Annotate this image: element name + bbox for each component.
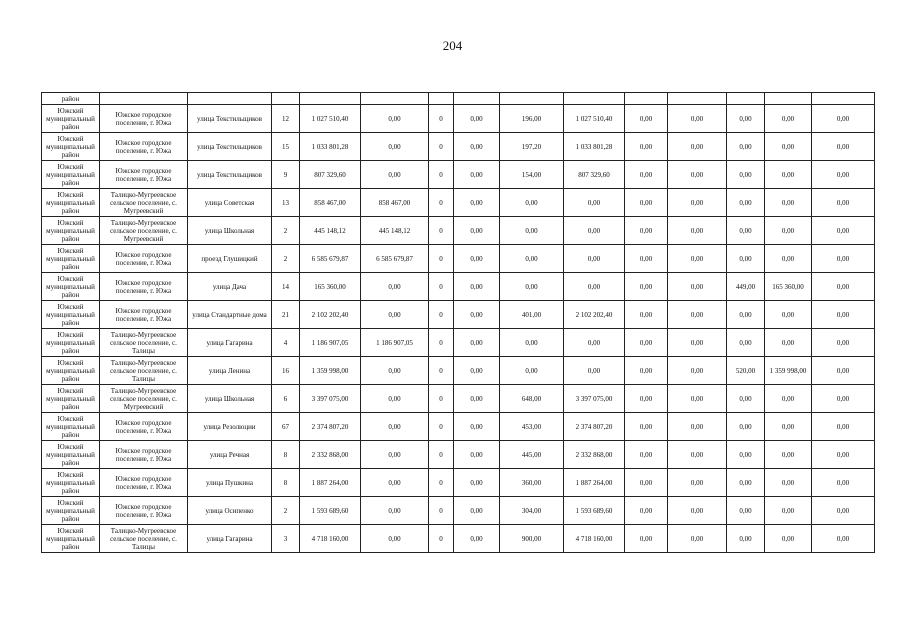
table-cell-settlement: Талицко-Мугреевское сельское поселение, с. Талицы [100, 329, 188, 357]
table-cell-area: 453,00 [500, 413, 564, 441]
table-cell-settlement: Южское городское поселение, г. Южа [100, 273, 188, 301]
table-cell-col-14: 0,00 [765, 329, 812, 357]
table-cell-col-13: 0,00 [727, 161, 765, 189]
table-cell-col-7: 0 [429, 357, 454, 385]
table-cell-total-cost: 807 329,60 [300, 161, 361, 189]
table-cell-col-12: 0,00 [668, 469, 727, 497]
table-cell-col-12: 0,00 [668, 273, 727, 301]
table-row [42, 105, 875, 133]
table-cell-col-14: 0,00 [765, 105, 812, 133]
table-cell-col-15: 0,00 [812, 273, 875, 301]
table-cell-area: 445,00 [500, 441, 564, 469]
table-cell-col-14: 0,00 [765, 441, 812, 469]
table-cell-total-cost: 3 397 075,00 [300, 385, 361, 413]
table-cell-street: улица Школьная [188, 385, 272, 413]
table-cell-col-7: 0 [429, 273, 454, 301]
table-row [42, 161, 875, 189]
table-cell-house-number: 2 [272, 245, 300, 273]
table-cell-house-number: 3 [272, 525, 300, 553]
table-cell-col-12: 0,00 [668, 189, 727, 217]
table-cell-col-14: 0,00 [765, 161, 812, 189]
table-cell-district: Южский муниципальный район [42, 301, 100, 329]
table-cell-settlement: Южское городское поселение, г. Южа [100, 469, 188, 497]
table-cell-col-14: 0,00 [765, 133, 812, 161]
table-cell-col-14: 0,00 [765, 497, 812, 525]
table-row [42, 469, 875, 497]
table-cell-col-10: 2 374 807,20 [564, 413, 625, 441]
table-cell-street: улица Текстильщиков [188, 105, 272, 133]
table-cell-col-14: 0,00 [765, 525, 812, 553]
table-cell-col-8: 0,00 [454, 217, 500, 245]
table-cell-settlement: Талицко-Мугреевское сельское поселение, с. Мугреевский [100, 217, 188, 245]
table-cell-street: улица Резолюции [188, 413, 272, 441]
table-cell-col-10: 0,00 [564, 245, 625, 273]
table-cell-col-11: 0,00 [625, 161, 668, 189]
table-cell-col-10: 0,00 [564, 273, 625, 301]
table-cell-area: 0,00 [500, 357, 564, 385]
table-cell-col-7: 0 [429, 133, 454, 161]
table-cell-col-14: 0,00 [765, 301, 812, 329]
table-cell-house-number: 9 [272, 161, 300, 189]
table-row-continuation [42, 93, 875, 105]
table-cell-district: Южский муниципальный район [42, 161, 100, 189]
table-cell-street: улица Текстильщиков [188, 133, 272, 161]
table-cell-area: 900,00 [500, 525, 564, 553]
table-cell-col-10: 807 329,60 [564, 161, 625, 189]
table-cell-area: 0,00 [500, 273, 564, 301]
table-cell-col-15: 0,00 [812, 105, 875, 133]
table-cell-col-14: 1 359 998,00 [765, 357, 812, 385]
table-body [42, 93, 875, 553]
table-cell-col-15: 0,00 [812, 357, 875, 385]
table-cell-col-15: 0,00 [812, 189, 875, 217]
table-cell-col-13: 0,00 [727, 105, 765, 133]
table-cell-col-14: 165 360,00 [765, 273, 812, 301]
table-cell-col-14: 0,00 [765, 245, 812, 273]
table-cell-settlement: Южское городское поселение, г. Южа [100, 245, 188, 273]
table-cell-col-12: 0,00 [668, 105, 727, 133]
table-cell-col-12: 0,00 [668, 385, 727, 413]
table-row [42, 217, 875, 245]
table-cell-col-8: 0,00 [454, 245, 500, 273]
table-cell-fund-amount: 0,00 [361, 385, 429, 413]
table-cell-col-10: 1 593 689,60 [564, 497, 625, 525]
table-cell-total-cost: 1 359 998,00 [300, 357, 361, 385]
table-cell-street: улица Осипенко [188, 497, 272, 525]
table-cell-fund-amount: 0,00 [361, 413, 429, 441]
table-cell-col-12: 0,00 [668, 329, 727, 357]
table-cell-col-8: 0,00 [454, 357, 500, 385]
table-cell-house-number: 13 [272, 189, 300, 217]
table-cell-house-number: 8 [272, 469, 300, 497]
table-cell-district: Южский муниципальный район [42, 469, 100, 497]
table-cell-col-11: 0,00 [625, 525, 668, 553]
table-cell-settlement: Талицко-Мугреевское сельское поселение, с. Талицы [100, 525, 188, 553]
table-cell-col-7: 0 [429, 217, 454, 245]
table-cell-col-10: 2 332 868,00 [564, 441, 625, 469]
table-cell-district: Южский муниципальный район [42, 441, 100, 469]
table-row [42, 189, 875, 217]
table-cell-col-15: 0,00 [812, 469, 875, 497]
table-cell-house-number: 2 [272, 217, 300, 245]
table-cell-street: улица Школьная [188, 217, 272, 245]
table-cell-total-cost: 2 102 202,40 [300, 301, 361, 329]
table-cell-col-11: 0,00 [625, 385, 668, 413]
table-row [42, 273, 875, 301]
table-cell-total-cost: 1 593 689,60 [300, 497, 361, 525]
table-cell-col-12: 0,00 [668, 133, 727, 161]
table-cell-col-12: 0,00 [668, 525, 727, 553]
table-cell-col-8: 0,00 [454, 469, 500, 497]
table-cell-district: Южский муниципальный район [42, 245, 100, 273]
table-cell-col-7: 0 [429, 413, 454, 441]
table-cell-col-15: 0,00 [812, 497, 875, 525]
table-cell-settlement: Талицко-Мугреевское сельское поселение, с. Мугреевский [100, 189, 188, 217]
table-cell-district: Южский муниципальный район [42, 105, 100, 133]
page-number: 204 [442, 38, 463, 53]
table-cell-col-15: 0,00 [812, 161, 875, 189]
table-cell-col-11: 0,00 [625, 301, 668, 329]
table-cell-col-8: 0,00 [454, 301, 500, 329]
table-cell-col-13: 0,00 [727, 385, 765, 413]
table-cell-total-cost: 4 718 160,00 [300, 525, 361, 553]
table-cell-col-10: 0,00 [564, 189, 625, 217]
table-cell-total-cost: 165 360,00 [300, 273, 361, 301]
table-cell-col-7: 0 [429, 441, 454, 469]
table-row [42, 497, 875, 525]
table-cell-col-8: 0,00 [454, 161, 500, 189]
table-cell-fund-amount: 0,00 [361, 525, 429, 553]
table-cell-col-8: 0,00 [454, 329, 500, 357]
table-cell-house-number: 4 [272, 329, 300, 357]
table-cell-settlement: Южское городское поселение, г. Южа [100, 105, 188, 133]
table-cell-district: Южский муниципальный район [42, 497, 100, 525]
table-cell-col-11: 0,00 [625, 273, 668, 301]
table-cell-settlement: Южское городское поселение, г. Южа [100, 441, 188, 469]
table-cell-col-15: 0,00 [812, 217, 875, 245]
table-cell-street: улица Стандартные дома [188, 301, 272, 329]
table-cell-area: 197,20 [500, 133, 564, 161]
table-cell-street: улица Дача [188, 273, 272, 301]
table-cell-house-number: 15 [272, 133, 300, 161]
table-cell-col-14: 0,00 [765, 413, 812, 441]
table-cell-col-8: 0,00 [454, 273, 500, 301]
table-cell-col-11: 0,00 [625, 105, 668, 133]
table-cell-col-8: 0,00 [454, 105, 500, 133]
table-cell-street: улица Речная [188, 441, 272, 469]
table-cell-col-15: 0,00 [812, 329, 875, 357]
table-cell-district: Южский муниципальный район [42, 525, 100, 553]
table-cell-col-10: 0,00 [564, 217, 625, 245]
table-row [42, 357, 875, 385]
table-cell-col-10: 4 718 160,00 [564, 525, 625, 553]
table-cell-district: Южский муниципальный район [42, 133, 100, 161]
table-cell-area: 401,00 [500, 301, 564, 329]
table-cell-col-7: 0 [429, 161, 454, 189]
table-cell-fund-amount: 6 585 679,87 [361, 245, 429, 273]
table-cell-area: 154,00 [500, 161, 564, 189]
table-cell-col-12: 0,00 [668, 357, 727, 385]
table-cell-col-10: 0,00 [564, 357, 625, 385]
table-cell-col-12: 0,00 [668, 497, 727, 525]
table-row [42, 525, 875, 553]
table-cell-col-11: 0,00 [625, 413, 668, 441]
table-cell-col-8: 0,00 [454, 497, 500, 525]
table-cell-col-13: 0,00 [727, 413, 765, 441]
table-cell-street: улица Пушкина [188, 469, 272, 497]
table-cell-col-11: 0,00 [625, 189, 668, 217]
table-cell-area: 196,00 [500, 105, 564, 133]
table-cell-area: 0,00 [500, 217, 564, 245]
table-cell-col-15: 0,00 [812, 133, 875, 161]
table-cell-district: Южский муниципальный район [42, 357, 100, 385]
table-cell-total-cost: 858 467,00 [300, 189, 361, 217]
table-cell-col-10: 0,00 [564, 329, 625, 357]
table-cell-col-10: 1 033 801,28 [564, 133, 625, 161]
table-cell-total-cost: 1 027 510,40 [300, 105, 361, 133]
table-cell-col-7: 0 [429, 329, 454, 357]
table-cell-col-14: 0,00 [765, 469, 812, 497]
table-cell-col-7: 0 [429, 525, 454, 553]
table-cell-house-number: 2 [272, 497, 300, 525]
table-cell-col-13: 0,00 [727, 133, 765, 161]
table-cell-district: Южский муниципальный район [42, 189, 100, 217]
table-cell-col-14: 0,00 [765, 385, 812, 413]
table-cell-district: Южский муниципальный район [42, 217, 100, 245]
table-cell-street: улица Ленина [188, 357, 272, 385]
table-cell-col-11: 0,00 [625, 357, 668, 385]
table-cell-col-11: 0,00 [625, 133, 668, 161]
table-cell-total-cost: 2 374 807,20 [300, 413, 361, 441]
table-cell-col-14: 0,00 [765, 189, 812, 217]
table-cell-col-7: 0 [429, 105, 454, 133]
table-cell-col-7: 0 [429, 245, 454, 273]
table-cell-total-cost: 1 033 801,28 [300, 133, 361, 161]
table-cell-col-15: 0,00 [812, 441, 875, 469]
table-cell-total-cost: 2 332 868,00 [300, 441, 361, 469]
table-cell-house-number: 67 [272, 413, 300, 441]
table-cell-col-13: 0,00 [727, 525, 765, 553]
table-cell-col-12: 0,00 [668, 161, 727, 189]
table-row [42, 413, 875, 441]
table-row [42, 245, 875, 273]
table-cell-settlement: Южское городское поселение, г. Южа [100, 497, 188, 525]
table-cell-col-11: 0,00 [625, 469, 668, 497]
table-cell-house-number: 21 [272, 301, 300, 329]
table-cell-street: улица Гагарина [188, 329, 272, 357]
table-cell-street: улица Текстильщиков [188, 161, 272, 189]
table-cell-fund-amount: 0,00 [361, 497, 429, 525]
table-cell-total-cost: 6 585 679,87 [300, 245, 361, 273]
table-cell-col-10: 2 102 202,40 [564, 301, 625, 329]
table-cell-col-13: 0,00 [727, 497, 765, 525]
table-cell-col-13: 0,00 [727, 329, 765, 357]
table-cell-fund-amount: 0,00 [361, 133, 429, 161]
table-cell-house-number: 12 [272, 105, 300, 133]
table-cell-col-8: 0,00 [454, 385, 500, 413]
table-cell-settlement: Талицко-Мугреевское сельское поселение, с. Мугреевский [100, 385, 188, 413]
table-cell-col-8: 0,00 [454, 189, 500, 217]
table-cell-settlement: Южское городское поселение, г. Южа [100, 133, 188, 161]
table-cell-area: 648,00 [500, 385, 564, 413]
table-cell-fund-amount: 0,00 [361, 469, 429, 497]
table-cell-area: 0,00 [500, 245, 564, 273]
table-cell-area: 360,00 [500, 469, 564, 497]
table-cell-col-13: 520,00 [727, 357, 765, 385]
table-cell-total-cost: 1 887 264,00 [300, 469, 361, 497]
table-cell-col-7: 0 [429, 189, 454, 217]
table-cell-col-11: 0,00 [625, 441, 668, 469]
table-cell-col-15: 0,00 [812, 301, 875, 329]
table-cell-fund-amount: 0,00 [361, 273, 429, 301]
table-cell-street: улица Гагарина [188, 525, 272, 553]
table-cell-col-8: 0,00 [454, 133, 500, 161]
table-cell-fund-amount: 0,00 [361, 441, 429, 469]
table-cell-col-7: 0 [429, 385, 454, 413]
table-cell-col-7: 0 [429, 497, 454, 525]
table-cell-col-15: 0,00 [812, 525, 875, 553]
table-cell-col-13: 0,00 [727, 469, 765, 497]
table-cell-col-15: 0,00 [812, 385, 875, 413]
table-cell-fund-amount: 0,00 [361, 161, 429, 189]
table-cell-col-15: 0,00 [812, 413, 875, 441]
table-cell-col-10: 1 027 510,40 [564, 105, 625, 133]
table-cell-col-13: 449,00 [727, 273, 765, 301]
table-cell-col-11: 0,00 [625, 497, 668, 525]
table-row [42, 133, 875, 161]
table-cell-col-11: 0,00 [625, 329, 668, 357]
table-cell-settlement: Талицко-Мугреевское сельское поселение, с. Талицы [100, 357, 188, 385]
table-cell-fund-amount: 1 186 907,05 [361, 329, 429, 357]
table-cell-district: район [42, 93, 100, 105]
table-cell-house-number: 14 [272, 273, 300, 301]
table-cell-area: 304,00 [500, 497, 564, 525]
table-row [42, 385, 875, 413]
table-cell-district: Южский муниципальный район [42, 329, 100, 357]
table-row [42, 329, 875, 357]
table-cell-area: 0,00 [500, 329, 564, 357]
table-cell-col-12: 0,00 [668, 413, 727, 441]
table-cell-fund-amount: 445 148,12 [361, 217, 429, 245]
table-cell-col-8: 0,00 [454, 413, 500, 441]
table-cell-col-13: 0,00 [727, 441, 765, 469]
table-cell-col-12: 0,00 [668, 245, 727, 273]
table-cell-district: Южский муниципальный район [42, 273, 100, 301]
table-cell-col-7: 0 [429, 301, 454, 329]
table-cell-total-cost: 445 148,12 [300, 217, 361, 245]
table-cell-col-7: 0 [429, 469, 454, 497]
table-cell-col-12: 0,00 [668, 217, 727, 245]
table-cell-col-11: 0,00 [625, 217, 668, 245]
table-cell-area: 0,00 [500, 189, 564, 217]
table-row [42, 301, 875, 329]
table-cell-fund-amount: 0,00 [361, 301, 429, 329]
table-cell-col-13: 0,00 [727, 301, 765, 329]
table-cell-house-number: 6 [272, 385, 300, 413]
table-cell-col-13: 0,00 [727, 189, 765, 217]
table-cell-street: улица Советская [188, 189, 272, 217]
table-cell-district: Южский муниципальный район [42, 413, 100, 441]
table-cell-col-13: 0,00 [727, 217, 765, 245]
table-cell-col-11: 0,00 [625, 245, 668, 273]
table-cell-col-14: 0,00 [765, 217, 812, 245]
table-cell-col-10: 3 397 075,00 [564, 385, 625, 413]
table-row [42, 441, 875, 469]
table-cell-settlement: Южское городское поселение, г. Южа [100, 161, 188, 189]
table-cell-col-12: 0,00 [668, 441, 727, 469]
table-cell-col-12: 0,00 [668, 301, 727, 329]
table-cell-fund-amount: 858 467,00 [361, 189, 429, 217]
table-cell-col-13: 0,00 [727, 245, 765, 273]
table-cell-col-8: 0,00 [454, 525, 500, 553]
table-cell-col-8: 0,00 [454, 441, 500, 469]
table-cell-total-cost: 1 186 907,05 [300, 329, 361, 357]
table-cell-fund-amount: 0,00 [361, 357, 429, 385]
budget-table [41, 92, 875, 553]
table-cell-settlement: Южское городское поселение, г. Южа [100, 413, 188, 441]
table-cell-district: Южский муниципальный район [42, 385, 100, 413]
table-cell-house-number: 16 [272, 357, 300, 385]
table-cell-street: проезд Глушицкий [188, 245, 272, 273]
table-cell-fund-amount: 0,00 [361, 105, 429, 133]
table-cell-settlement: Южское городское поселение, г. Южа [100, 301, 188, 329]
table-cell-house-number: 8 [272, 441, 300, 469]
table-cell-col-10: 1 887 264,00 [564, 469, 625, 497]
table-cell-col-15: 0,00 [812, 245, 875, 273]
